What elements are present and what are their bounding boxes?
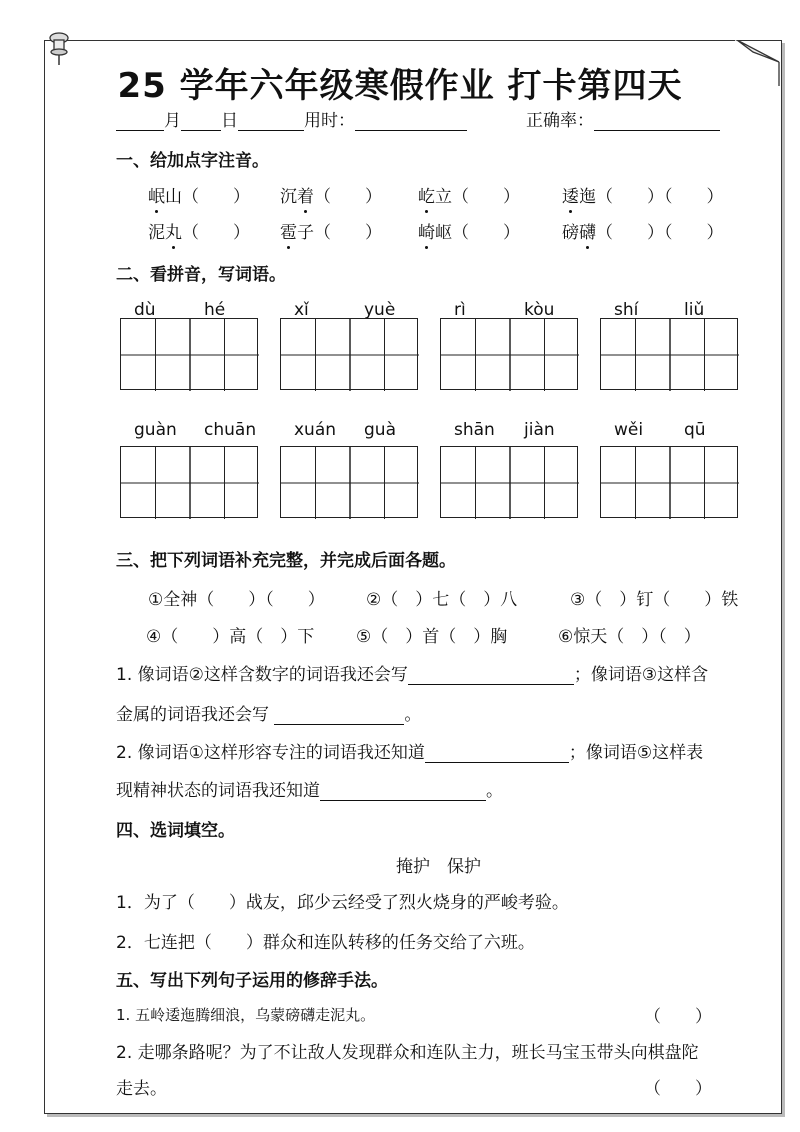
item-suffix: 岖（ ） <box>435 223 520 243</box>
question-4-2: 2．七连把（ ）群众和连队转移的任务交给了六班。 <box>116 933 535 953</box>
item-suffix: 迤（ ）（ ） <box>579 187 724 207</box>
dotted-character: 礴 <box>579 223 596 243</box>
month-label: 月 <box>164 111 181 131</box>
time-blank-pre <box>238 112 304 131</box>
question-5-2-line1: 2. 走哪条路呢？为了不让敌人发现群众和连队主力，班长马宝玉带头向棋盘陀 <box>116 1043 699 1063</box>
dotted-character: 屹 <box>418 187 435 207</box>
accuracy-label: 正确率： <box>526 111 594 131</box>
question-4-1: 1．为了（ ）战友，邱少云经受了烈火烧身的严峻考验。 <box>116 893 569 913</box>
section-4-heading: 四、选词填空。 <box>116 821 235 841</box>
writing-grid[interactable] <box>120 318 258 390</box>
pinyin-syllable: yuè <box>364 300 396 320</box>
pinyin-item <box>418 218 520 243</box>
accuracy-blank[interactable] <box>594 112 720 131</box>
pinyin-syllable: shān <box>454 420 495 440</box>
item-suffix: （ ） <box>314 187 382 207</box>
writing-grid[interactable] <box>280 446 418 518</box>
pinyin-syllable: wěi <box>614 420 644 440</box>
pinyin-item <box>418 182 520 207</box>
pinyin-syllable: hé <box>204 300 226 320</box>
day-label: 日 <box>221 111 238 131</box>
idiom-6: ⑥惊天（ ）（ ） <box>558 627 701 647</box>
writing-grid[interactable] <box>600 318 738 390</box>
pinyin-syllable: liǔ <box>684 300 705 320</box>
dotted-character: 岷 <box>148 187 165 207</box>
writing-grid[interactable] <box>600 446 738 518</box>
pinyin-syllable: xǐ <box>294 300 309 320</box>
answer-blank[interactable] <box>408 666 574 685</box>
answer-paren-1[interactable]: （ ） <box>644 1007 712 1027</box>
pinyin-item <box>280 182 382 207</box>
question-3-2-line1: 2. 像词语①这样形容专注的词语我还知道 ；像词语⑤这样表 <box>116 743 704 763</box>
answer-paren-2[interactable]: （ ） <box>644 1079 712 1099</box>
pinyin-item <box>280 218 382 243</box>
item-suffix: 山（ ） <box>165 187 250 207</box>
idiom-4: ④（ ）高（ ）下 <box>146 627 315 647</box>
pinyin-syllable: rì <box>454 300 466 320</box>
writing-grid[interactable] <box>120 446 258 518</box>
pinyin-syllable: jiàn <box>524 420 555 440</box>
answer-blank[interactable] <box>320 782 486 801</box>
word-options: 掩护 保护 <box>396 857 481 877</box>
pinyin-item <box>148 218 250 243</box>
item-suffix: 立（ ） <box>435 187 520 207</box>
writing-grid[interactable] <box>440 318 578 390</box>
dotted-character: 崎 <box>418 223 435 243</box>
item-prefix: 泥 <box>148 223 165 243</box>
writing-grid[interactable] <box>440 446 578 518</box>
dotted-character: 雹 <box>280 223 297 243</box>
pinyin-item <box>562 218 724 243</box>
item-suffix: 子（ ） <box>297 223 382 243</box>
pinyin-syllable: qū <box>684 420 706 440</box>
question-5-1: 1. 五岭逶迤腾细浪，乌蒙磅礴走泥丸。 <box>116 1006 376 1024</box>
pinyin-syllable: chuān <box>204 420 257 440</box>
section-3-heading: 三、把下列词语补充完整，并完成后面各题。 <box>116 551 456 571</box>
pinyin-syllable: xuán <box>294 420 337 440</box>
answer-blank[interactable] <box>425 744 569 763</box>
time-blank[interactable] <box>355 112 467 131</box>
answer-blank[interactable] <box>274 706 404 725</box>
item-suffix: （ ） <box>182 223 250 243</box>
pinyin-syllable: kòu <box>524 300 555 320</box>
idiom-1: ①全神（ ）（ ） <box>148 590 325 610</box>
day-blank[interactable] <box>181 112 221 131</box>
page-title: 25 学年六年级寒假作业 打卡第四天 <box>117 66 683 106</box>
pinyin-syllable: shí <box>614 300 639 320</box>
pinyin-syllable: dù <box>134 300 156 320</box>
question-3-1-line2: 金属的词语我还会写 。 <box>116 705 422 725</box>
item-prefix: 沉 <box>280 187 297 207</box>
accuracy-row <box>526 106 720 131</box>
idiom-5: ⑤（ ）首（ ）胸 <box>356 627 508 647</box>
idiom-2: ②（ ）七（ ）八 <box>366 590 518 610</box>
month-blank[interactable] <box>116 112 164 131</box>
question-3-1-line1: 1. 像词语②这样含数字的词语我还会写 ；像词语③这样含 <box>116 665 709 685</box>
item-prefix: 磅 <box>562 223 579 243</box>
section-2-heading: 二、看拼音，写词语。 <box>116 265 286 285</box>
question-3-2-line2: 现精神状态的词语我还知道 。 <box>116 781 503 801</box>
date-time-row <box>116 106 467 131</box>
time-label: 用时： <box>304 111 355 131</box>
dotted-character: 逶 <box>562 187 579 207</box>
pinyin-syllable: guàn <box>134 420 177 440</box>
section-1-heading: 一、给加点字注音。 <box>116 151 269 171</box>
dotted-character: 着 <box>297 187 314 207</box>
idiom-3: ③（ ）钉（ ）铁 <box>570 590 739 610</box>
section-5-heading: 五、写出下列句子运用的修辞手法。 <box>116 971 388 991</box>
writing-grid[interactable] <box>280 318 418 390</box>
item-suffix: （ ）（ ） <box>596 223 724 243</box>
pinyin-syllable: guà <box>364 420 396 440</box>
pinyin-item <box>148 182 250 207</box>
dotted-character: 丸 <box>165 223 182 243</box>
pinyin-item <box>562 182 724 207</box>
question-5-2-line2: 走去。 <box>116 1079 167 1099</box>
